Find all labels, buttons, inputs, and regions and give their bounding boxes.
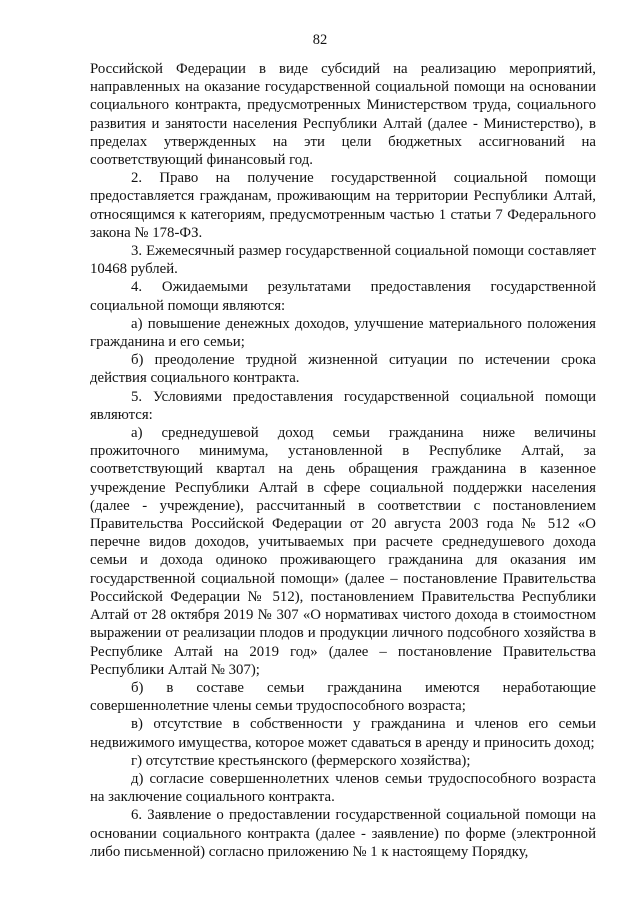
- subparagraph-5v: в) отсутствие в собственности у гражданина и членов его семьи недвижимого имущества, которое может сдаваться в аренду и приносить доход;: [90, 716, 596, 751]
- subparagraph-5d: д) согласие совершеннолетних членов семьи трудоспособного возраста на заключение социального контракта.: [90, 770, 596, 806]
- page-number: 82: [312, 32, 328, 48]
- paragraph-continuation: Российской Федерации в виде субсидий на реализацию мероприятий, направленных на оказание государственной социальной помощи на основании социального контракта, предусмотренных Министерством труда, социального развития и занятости населения Республики Алтай (далее - Министерство), в пределах утвержденных на эти цели бюджетных ассигнований на соответствующий финансовый год.: [90, 61, 596, 169]
- paragraph-item-2: 2. Право на получение государственной социальной помощи предоставляется гражданам, проживающим на территории Республики Алтай, относящимся к категориям, предусмотренным частью 1 статьи 7 Федерального закона № 178-ФЗ.: [90, 170, 596, 241]
- paragraph-item-3: 3. Ежемесячный размер государственной социальной помощи составляет 10468 рублей.: [90, 243, 596, 278]
- subparagraph-4b: б) преодоление трудной жизненной ситуации по истечении срока действия социального контракта.: [90, 352, 596, 387]
- document-body: [90, 60, 596, 861]
- subparagraph-5a: а) среднедушевой доход семьи гражданина ниже величины прожиточного минимума, установленной в Республике Алтай, за соответствующий квартал на день обращения гражданина в казенное учреждение Республики Алтай в сфере социальной поддержки населения (далее - учреждение), рассчитанный в соответствии с постановлением Правительства Российской Федерации от 20 августа 2003 года № 512 «О перечне видов доходов, учитываемых при расчете среднедушевого дохода семьи и дохода одиноко проживающего гражданина для оказания им государственной социальной помощи» (далее – постановление Правительства Российской Федерации № 512), постановлением Правительства Республики Алтай от 28 октября 2019 № 307 «О нормативах чистого дохода в стоимостном выражении от реализации плодов и продукции личного подсобного хозяйства в Республике Алтай на 2019 год» (далее – постановление Правительства Республики Алтай № 307);: [90, 425, 596, 678]
- subparagraph-5b: б) в составе семьи гражданина имеются неработающие совершеннолетние члены семьи трудоспособного возраста;: [90, 679, 596, 715]
- subparagraph-5g: г) отсутствие крестьянского (фермерского хозяйства);: [131, 752, 471, 769]
- paragraph-item-5: 5. Условиями предоставления государственной социальной помощи являются:: [90, 388, 596, 423]
- paragraph-item-6: 6. Заявление о предоставлении государственной социальной помощи на основании социального контракта (далее - заявление) по форме (электронной либо письменной) согласно приложению № 1 к настоящему Порядку,: [90, 807, 596, 860]
- paragraph-item-4: 4. Ожидаемыми результатами предоставления государственной социальной помощи являются:: [90, 279, 596, 314]
- subparagraph-4a: а) повышение денежных доходов, улучшение материального положения гражданина и его семьи;: [90, 315, 596, 351]
